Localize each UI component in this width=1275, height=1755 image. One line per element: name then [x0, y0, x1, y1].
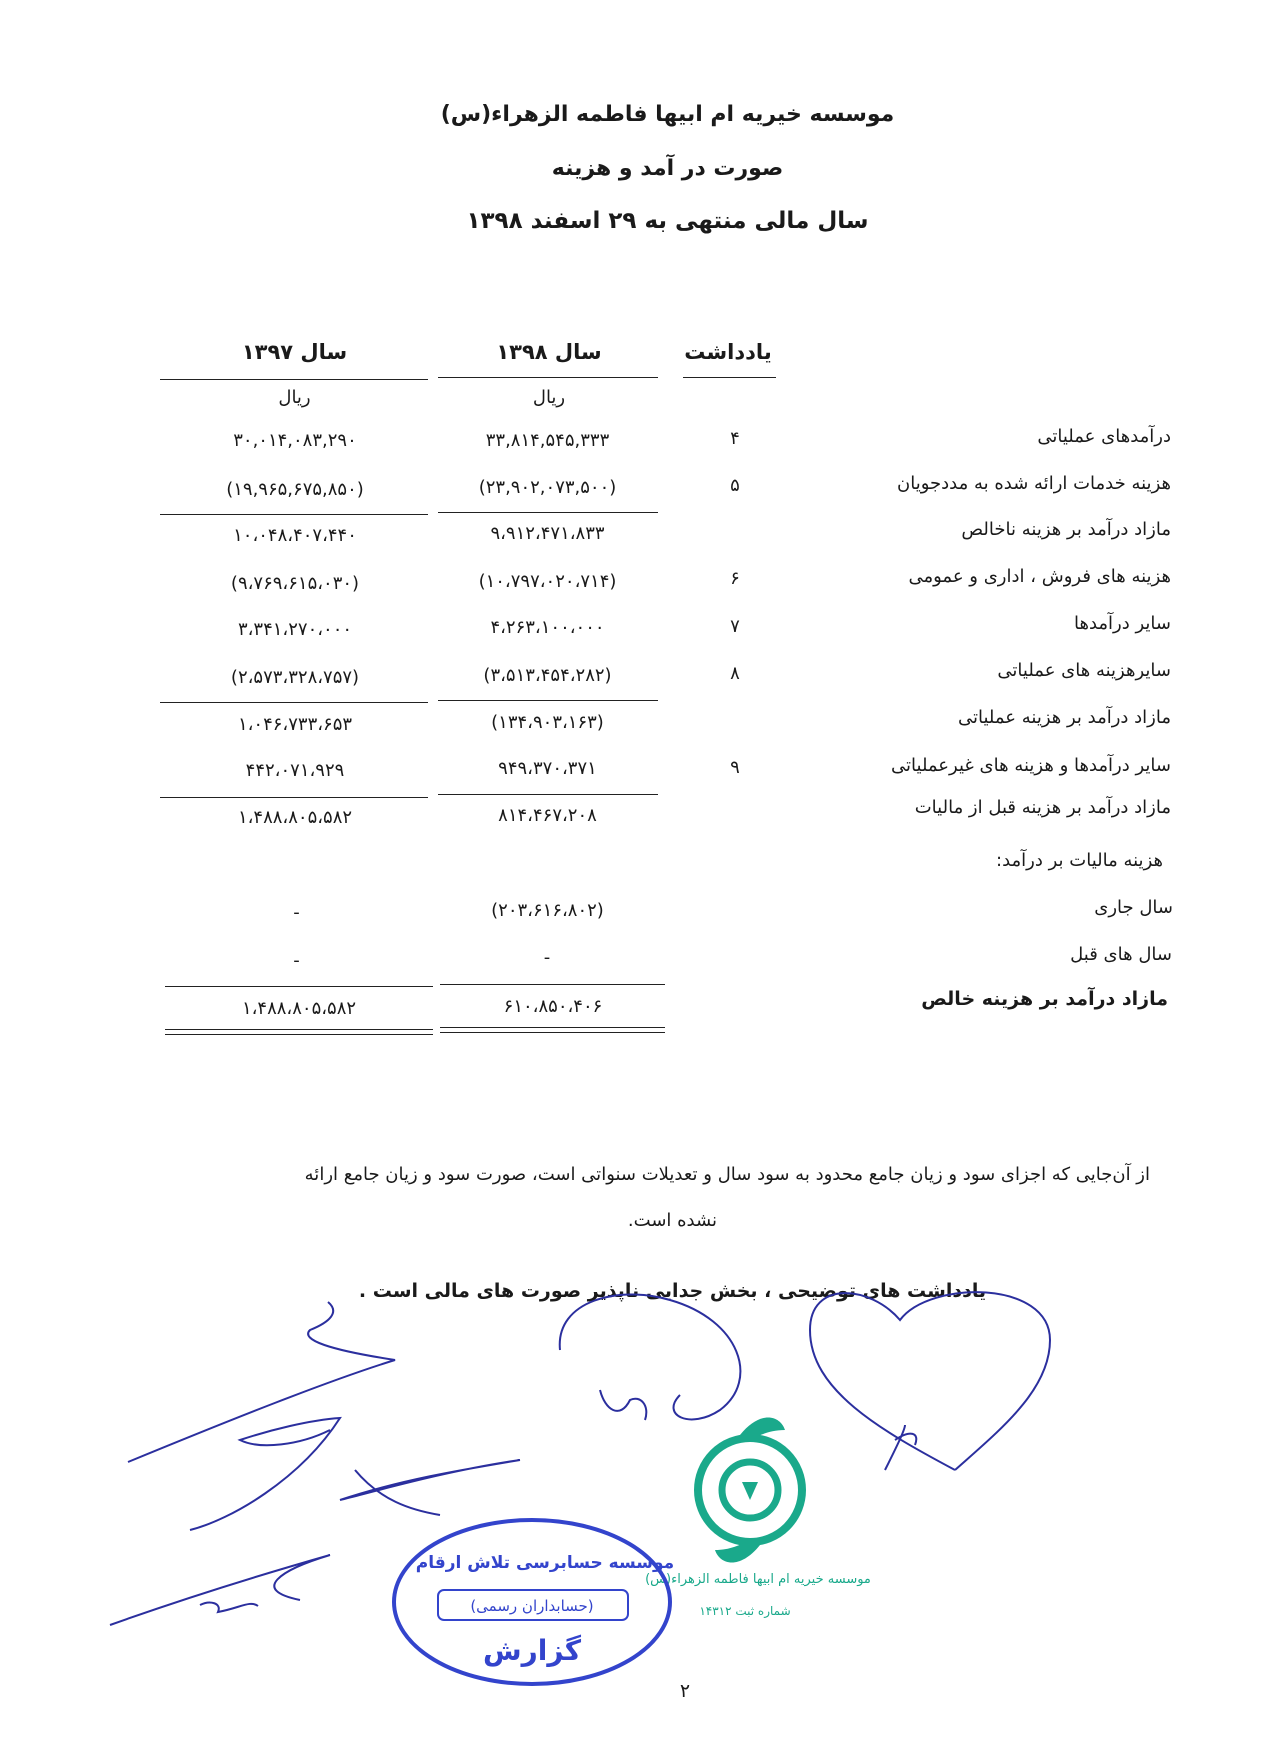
net-surplus-label: مازاد درآمد بر هزینه خالص — [921, 988, 1168, 1010]
row-value-1398: - — [543, 947, 552, 968]
row-note: ۸ — [730, 663, 740, 684]
row-value-1397: ۳۰,۰۱۴,۰۸۳,۲۹۰ — [233, 430, 357, 451]
net-surplus-1397: ۱،۴۸۸،۸۰۵،۵۸۲ — [241, 998, 357, 1019]
row-value-1397: ۱،۰۴۶،۷۳۳،۶۵۳ — [237, 714, 353, 735]
row-value-1397: ۱۰،۰۴۸،۴۰۷،۴۴۰ — [233, 525, 357, 546]
year-1397-header: سال ۱۳۹۷ — [241, 340, 348, 364]
row-label: هزینه خدمات ارائه شده به مددجویان — [897, 473, 1171, 494]
row-value-1398: ۹،۹۱۲،۴۷۱،۸۳۳ — [490, 523, 605, 544]
row-value-1397: (۹،۷۶۹،۶۱۵،۰۳۰) — [230, 573, 360, 594]
auditor-stamp-line1: موسسه حسابرسی تلاش ارقام — [415, 1553, 675, 1573]
row-value-1398: (۲۰۳،۶۱۶،۸۰۲) — [491, 900, 604, 921]
row-label: هزینه های فروش ، اداری و عمومی — [908, 566, 1171, 587]
charity-stamp-reg: شماره ثبت ۱۴۳۱۲ — [699, 1604, 791, 1618]
charity-emblem — [698, 1418, 802, 1563]
signature-2 — [190, 1418, 340, 1530]
row-value-1397: (۱۹,۹۶۵,۶۷۵,۸۵۰) — [226, 479, 364, 500]
signature-5 — [110, 1555, 330, 1625]
row-value-1398: (۱۰،۷۹۷،۰۲۰،۷۱۴) — [478, 571, 617, 592]
row-value-1398: (۲۳,۹۰۲,۰۷۳,۵۰۰) — [478, 477, 617, 498]
signature-9 — [810, 1292, 1050, 1470]
auditor-stamp-line3: گزارش — [482, 1634, 582, 1667]
row-value-1398: ۸۱۴،۴۶۷،۲۰۸ — [498, 805, 597, 826]
row-label: مازاد درآمد بر هزینه قبل از مالیات — [914, 797, 1171, 818]
year-1398-header: سال ۱۳۹۸ — [496, 340, 602, 364]
row-value-1398: (۳،۵۱۳،۴۵۴،۲۸۲) — [483, 665, 612, 686]
signature-6 — [200, 1603, 258, 1612]
row-label: سال جاری — [1094, 897, 1173, 918]
footnote-line-2: نشده است. — [627, 1210, 718, 1231]
charity-stamp-name: موسسه خیریه ام ابیها فاطمه الزهراء(س) — [645, 1572, 871, 1587]
note-column-header: یادداشت — [684, 340, 772, 364]
row-value-1398: ۳۳,۸۱۴,۵۴۵,۳۳۳ — [485, 430, 610, 451]
row-note: ۴ — [730, 428, 740, 449]
unit-1397: ریال — [278, 387, 311, 408]
row-value-1398: (۱۳۴،۹۰۳،۱۶۳) — [491, 712, 604, 733]
net-surplus-1398: ۶۱۰،۸۵۰،۴۰۶ — [503, 996, 603, 1017]
row-note: ۷ — [730, 616, 740, 637]
row-value-1397: ۴۴۲،۰۷۱،۹۲۹ — [245, 760, 345, 781]
row-value-1397: - — [293, 950, 301, 971]
row-value-1397: - — [293, 902, 301, 923]
statement-title: صورت در آمد و هزینه — [551, 156, 784, 181]
row-label: مازاد درآمد بر هزینه عملیاتی — [957, 707, 1171, 728]
page-number: ۲ — [679, 1680, 691, 1702]
signature-1 — [128, 1302, 395, 1462]
notes-statement: یادداشت های توضیحی ، بخش جدایی ناپذیر صورت های مالی است . — [358, 1280, 987, 1302]
footnote-line-1: از آن‌جایی که اجزای سود و زیان جامع محدود به سود سال و تعدیلات سنواتی است، صورت سود و زیان جامع ارائه — [304, 1164, 1150, 1185]
row-value-1397: ۳،۳۴۱،۲۷۰،۰۰۰ — [237, 619, 353, 640]
row-note: ۶ — [730, 568, 740, 589]
row-label: سال های قبل — [1070, 944, 1172, 965]
row-label: هزینه مالیات بر درآمد: — [996, 850, 1163, 871]
period-title: سال مالی منتهی به ۲۹ اسفند ۱۳۹۸ — [466, 208, 869, 234]
row-label: سایرهزینه های عملیاتی — [997, 660, 1171, 681]
row-value-1397: (۲،۵۷۳،۳۲۸،۷۵۷) — [230, 667, 360, 688]
auditor-stamp-line2: (حسابداران رسمی) — [470, 1597, 594, 1615]
row-label: مازاد درآمد بر هزینه ناخالص — [961, 519, 1171, 540]
row-value-1397: ۱،۴۸۸،۸۰۵،۵۸۲ — [237, 807, 353, 828]
signature-3 — [340, 1460, 520, 1500]
row-note: ۹ — [730, 757, 740, 778]
row-value-1398: ۹۴۹،۳۷۰،۳۷۱ — [498, 758, 597, 779]
row-label: درآمدهای عملیاتی — [1037, 426, 1171, 447]
signature-7 — [560, 1294, 741, 1419]
row-label: سایر درآمدها — [1073, 613, 1171, 634]
row-label: سایر درآمدها و هزینه های غیرعملیاتی — [891, 755, 1171, 776]
signature-8 — [600, 1390, 646, 1420]
unit-1398: ریال — [532, 387, 566, 408]
organization-title: موسسه خیریه ام ابیها فاطمه الزهراء(س) — [440, 102, 895, 127]
row-value-1398: ۴،۲۶۳،۱۰۰،۰۰۰ — [490, 617, 605, 638]
row-note: ۵ — [730, 475, 740, 496]
